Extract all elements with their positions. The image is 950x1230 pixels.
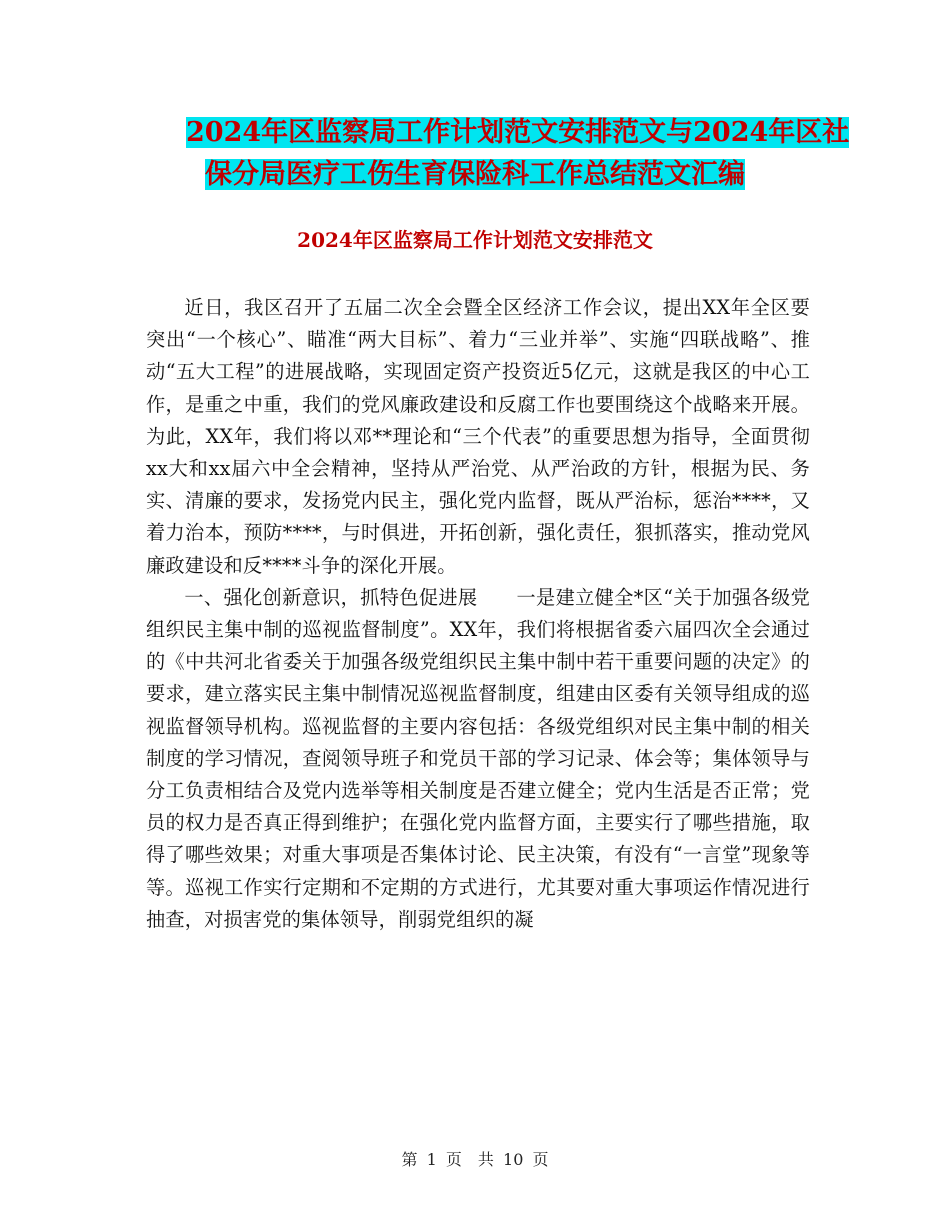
page-total: 10 bbox=[503, 1150, 524, 1169]
page-footer bbox=[0, 1150, 950, 1170]
page-current: 1 bbox=[426, 1150, 437, 1169]
body-text bbox=[146, 292, 810, 936]
document-title-line-1 bbox=[150, 112, 850, 154]
page-middle: 页 共 bbox=[445, 1150, 494, 1169]
title-highlight-1: 2024年区监察局工作计划范文安排范文与2024年区社 bbox=[186, 117, 850, 148]
page-prefix: 第 bbox=[401, 1150, 418, 1169]
paragraph-1: 近日，我区召开了五届二次全会暨全区经济工作会议，提出XX年全区要突出“一个核心”、瞄准“两大目标”、着力“三业并举”、实施“四联战略”、推动“五大工程”的进展战略，实现固定资产投资近5亿元，这就是我区的中心工作，是重之中重，我们的党风廉政建设和反腐工作也要围绕这个战略来开展。为此，XX年，我们将以邓**理论和“三个代表”的重要思想为指导，全面贯彻xx大和xx届六中全会精神，坚持从严治党、从严治政的方针，根据为民、务实、清廉的要求，发扬党内民主，强化党内监督，既从严治标，惩治****，又着力治本，预防****，与时俱进，开拓创新，强化责任，狠抓落实，推动党风廉政建设和反****斗争的深化开展。 bbox=[146, 296, 810, 577]
section-title: 2024年区监察局工作计划范文安排范文 bbox=[297, 228, 653, 252]
document-title-line-2 bbox=[150, 154, 830, 196]
document-title bbox=[150, 112, 850, 196]
paragraph-2: 一、强化创新意识，抓特色促进展 一是建立健全*区“关于加强各级党组织民主集中制的巡视监督制度”。XX年，我们将根据省委六届四次全会通过的《中共河北省委关于加强各级党组织民主集中制中若干重要问题的决定》的要求，建立落实民主集中制情况巡视监督制度，组建由区委有关领导组成的巡视监督领导机构。巡视监督的主要内容包括：各级党组织对民主集中制的相关制度的学习情况，查阅领导班子和党员干部的学习记录、体会等；集体领导与分工负责相结合及党内选举等相关制度是否建立健全；党内生活是否正常；党员的权力是否真正得到维护；在强化党内监督方面，主要实行了哪些措施，取得了哪些效果；对重大事项是否集体讨论、民主决策，有没有“一言堂”现象等等。巡视工作实行定期和不定期的方式进行，尤其要对重大事项运作情况进行抽查，对损害党的集体领导，削弱党组织的凝 bbox=[146, 585, 810, 931]
page-suffix: 页 bbox=[532, 1150, 549, 1169]
title-highlight-2: 保分局医疗工伤生育保险科工作总结范文汇编 bbox=[205, 159, 745, 190]
